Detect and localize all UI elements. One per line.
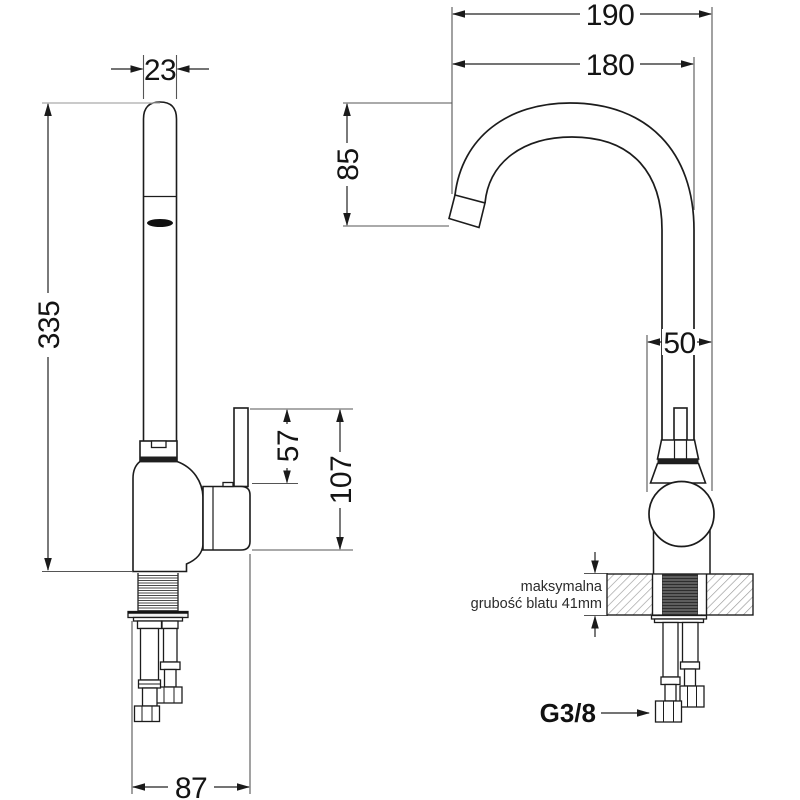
g38-connector-nut (656, 701, 682, 722)
dimension-handle-height (252, 410, 305, 484)
counter-note-line2: grubość blatu 41mm (470, 596, 602, 612)
faucet-side-view (128, 102, 250, 722)
countertop-slab (584, 574, 753, 616)
front-cartridge-cover (658, 440, 699, 459)
dimension-spout-diameter (111, 54, 209, 99)
dim-label-180: 180 (585, 48, 635, 82)
dim-label-107: 107 (324, 455, 358, 505)
side-hose-left (135, 621, 162, 722)
g38-label: G3/8 (539, 698, 596, 728)
side-cartridge-housing (203, 487, 250, 551)
dim-label-190: 190 (585, 0, 635, 32)
side-supply-hoses (135, 621, 183, 722)
side-threaded-shank (138, 573, 178, 612)
dim-label-57: 57 (271, 429, 305, 463)
faucet-front-view (449, 103, 753, 722)
counter-note-line1: maksymalna (520, 579, 602, 595)
side-hose-right (157, 621, 183, 703)
side-spout-tube (144, 102, 177, 441)
dimension-body-height (252, 410, 358, 550)
front-handle-knob (649, 482, 714, 547)
front-handle-rod (674, 408, 687, 440)
side-cartridge-bump (223, 483, 233, 487)
side-body (133, 462, 203, 572)
front-spout-outlet-tip (449, 195, 485, 228)
front-supply-hoses (656, 623, 705, 723)
dim-label-85: 85 (331, 148, 365, 181)
dim-label-23: 23 (143, 53, 177, 87)
dimensions (33, 0, 712, 800)
dim-label-50: 50 (663, 326, 696, 360)
side-handle-rod (234, 408, 248, 487)
g38-callout (540, 698, 649, 728)
dim-label-335: 335 (32, 300, 66, 350)
side-collar-band (140, 457, 177, 462)
front-hose-right (680, 623, 704, 708)
front-spout-outer-arc (455, 103, 694, 440)
dim-label-87: 87 (174, 771, 208, 800)
front-hose-left (656, 623, 682, 723)
front-body-cone (651, 464, 706, 484)
dimension-arc-height (332, 103, 452, 226)
side-collar-notch (152, 441, 167, 448)
front-spout-inner-arc (485, 137, 662, 440)
aerator-icon (147, 219, 173, 227)
